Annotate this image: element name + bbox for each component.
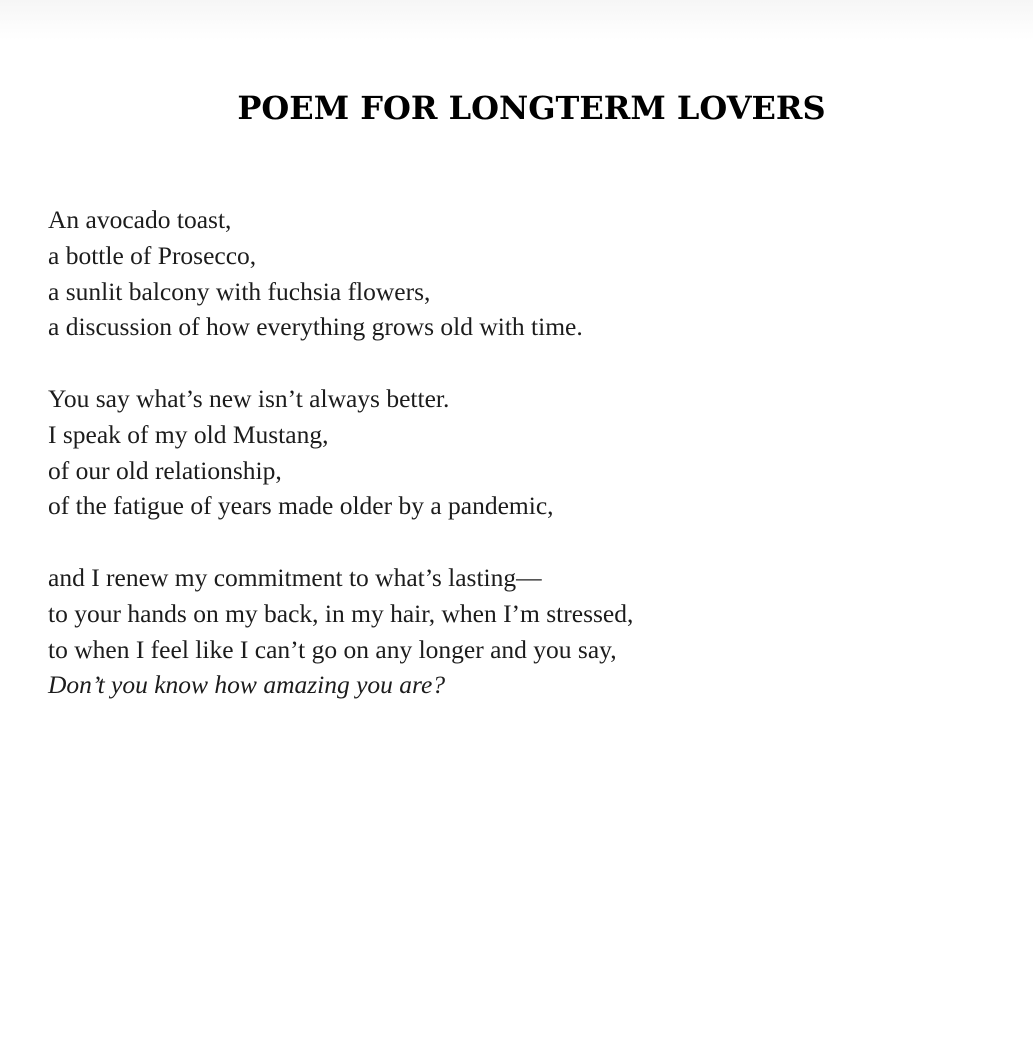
stanza-1 (48, 202, 988, 345)
poem-line: to when I feel like I can’t go on any longer and you say, (48, 634, 617, 664)
stanza-2 (48, 381, 988, 524)
poem-line: and I renew my commitment to what’s lasting— (48, 562, 542, 592)
poem-line: a bottle of Prosecco, (48, 240, 257, 270)
poem-line: An avocado toast, (48, 205, 232, 234)
stanza-3 (48, 560, 988, 703)
poem-line: a discussion of how everything grows old with time. (48, 312, 583, 342)
poem-title: POEM FOR LONGTERM LOVERS (237, 89, 826, 127)
poem-line-italic: Don’t you know how amazing you are? (48, 670, 446, 700)
poem-line: a sunlit balcony with fuchsia flowers, (48, 276, 431, 306)
poem-line: to your hands on my back, in my hair, when I’m stressed, (48, 598, 634, 628)
poem-line: You say what’s new isn’t always better. (48, 383, 450, 413)
poem-line: I speak of my old Mustang, (48, 419, 329, 449)
poem-line: of the fatigue of years made older by a pandemic, (48, 491, 554, 521)
poem-line: of our old relationship, (48, 455, 282, 485)
poem-body (48, 202, 988, 739)
